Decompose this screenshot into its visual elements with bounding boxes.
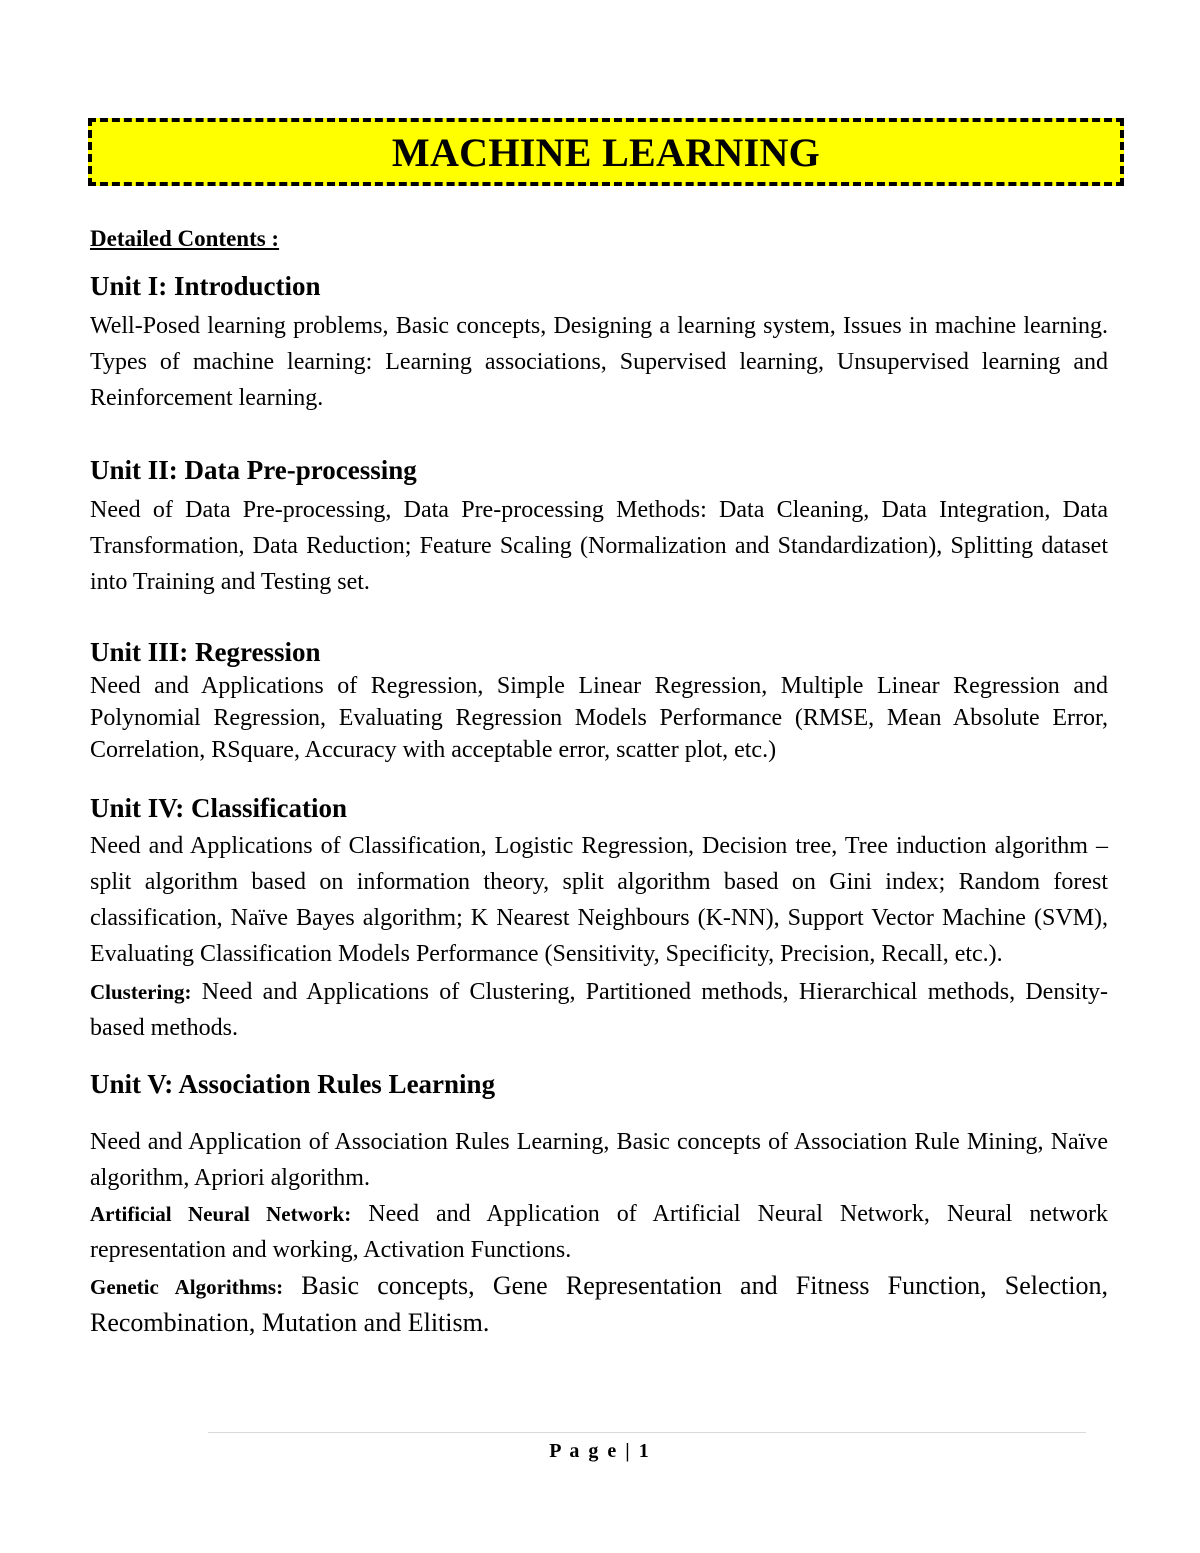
- unit-2-title: Unit II: Data Pre-processing: [90, 455, 417, 485]
- contents-label: Detailed Contents :: [90, 226, 280, 251]
- unit-4-title: Unit IV: Classification: [90, 793, 348, 823]
- ga-lead: Genetic Algorithms:: [90, 1275, 284, 1299]
- unit-1-section: [90, 268, 1108, 416]
- title-banner: [88, 118, 1124, 186]
- clustering-paragraph: [90, 974, 1108, 1046]
- unit-5-body: Need and Application of Association Rules Learning, Basic concepts of Association Rule Mining, Naïve algorithm, Apriori algorithm.: [90, 1129, 1108, 1191]
- clustering-text: Need and Applications of Clustering, Partitioned methods, Hierarchical methods, Density-based methods.: [90, 979, 1108, 1041]
- ga-text: Basic concepts, Gene Representation and Fitness Function, Selection, Recombination, Mutation and Elitism.: [90, 1271, 1109, 1337]
- unit-1-title: Unit I: Introduction: [90, 271, 321, 301]
- unit-3-title: Unit III: Regression: [90, 637, 321, 667]
- ann-text: Need and Application of Artificial Neural Network, Neural network representation and working, Activation Functions.: [90, 1201, 1108, 1263]
- ann-lead: Artificial Neural Network:: [90, 1202, 352, 1226]
- unit-4-body: Need and Applications of Classification, Logistic Regression, Decision tree, Tree induction algorithm – split algorithm based on information theory, split algorithm based on Gini index; Random forest classification, Naïve Bayes algorithm; K Nearest Neighbours (K-NN), Support Vector Machine (SVM), Evaluating Classification Models Performance (Sensitivity, Specificity, Precision, Recall, etc.).: [90, 833, 1108, 967]
- detailed-contents: [90, 224, 1108, 1342]
- footer-divider: [208, 1432, 1086, 1433]
- unit-1-body: Well-Posed learning problems, Basic concepts, Designing a learning system, Issues in machine learning. Types of machine learning: Learning associations, Supervised learning, Unsupervised learning and Reinforcement learning.: [90, 313, 1108, 411]
- ga-paragraph: [90, 1268, 1108, 1342]
- unit-3-body: Need and Applications of Regression, Simple Linear Regression, Multiple Linear Regression and Polynomial Regression, Evaluating Regression Models Performance (RMSE, Mean Absolute Error, Correlation, RSquare, Accuracy with acceptable error, scatter plot, etc.): [90, 673, 1108, 763]
- ann-paragraph: [90, 1196, 1108, 1268]
- document-title: MACHINE LEARNING: [391, 129, 821, 175]
- unit-2-body: Need of Data Pre-processing, Data Pre-processing Methods: Data Cleaning, Data Integration, Data Transformation, Data Reduction; Feature Scaling (Normalization and Standardization), Splitting dataset into Training and Testing set.: [90, 497, 1108, 595]
- unit-3-section: [90, 634, 1108, 766]
- unit-5-section: [90, 1066, 1108, 1342]
- clustering-lead: Clustering:: [90, 980, 192, 1004]
- unit-2-section: [90, 452, 1108, 600]
- unit-5-title: Unit V: Association Rules Learning: [90, 1069, 496, 1099]
- page-number: P a g e | 1: [549, 1440, 651, 1462]
- unit-4-section: [90, 790, 1108, 1046]
